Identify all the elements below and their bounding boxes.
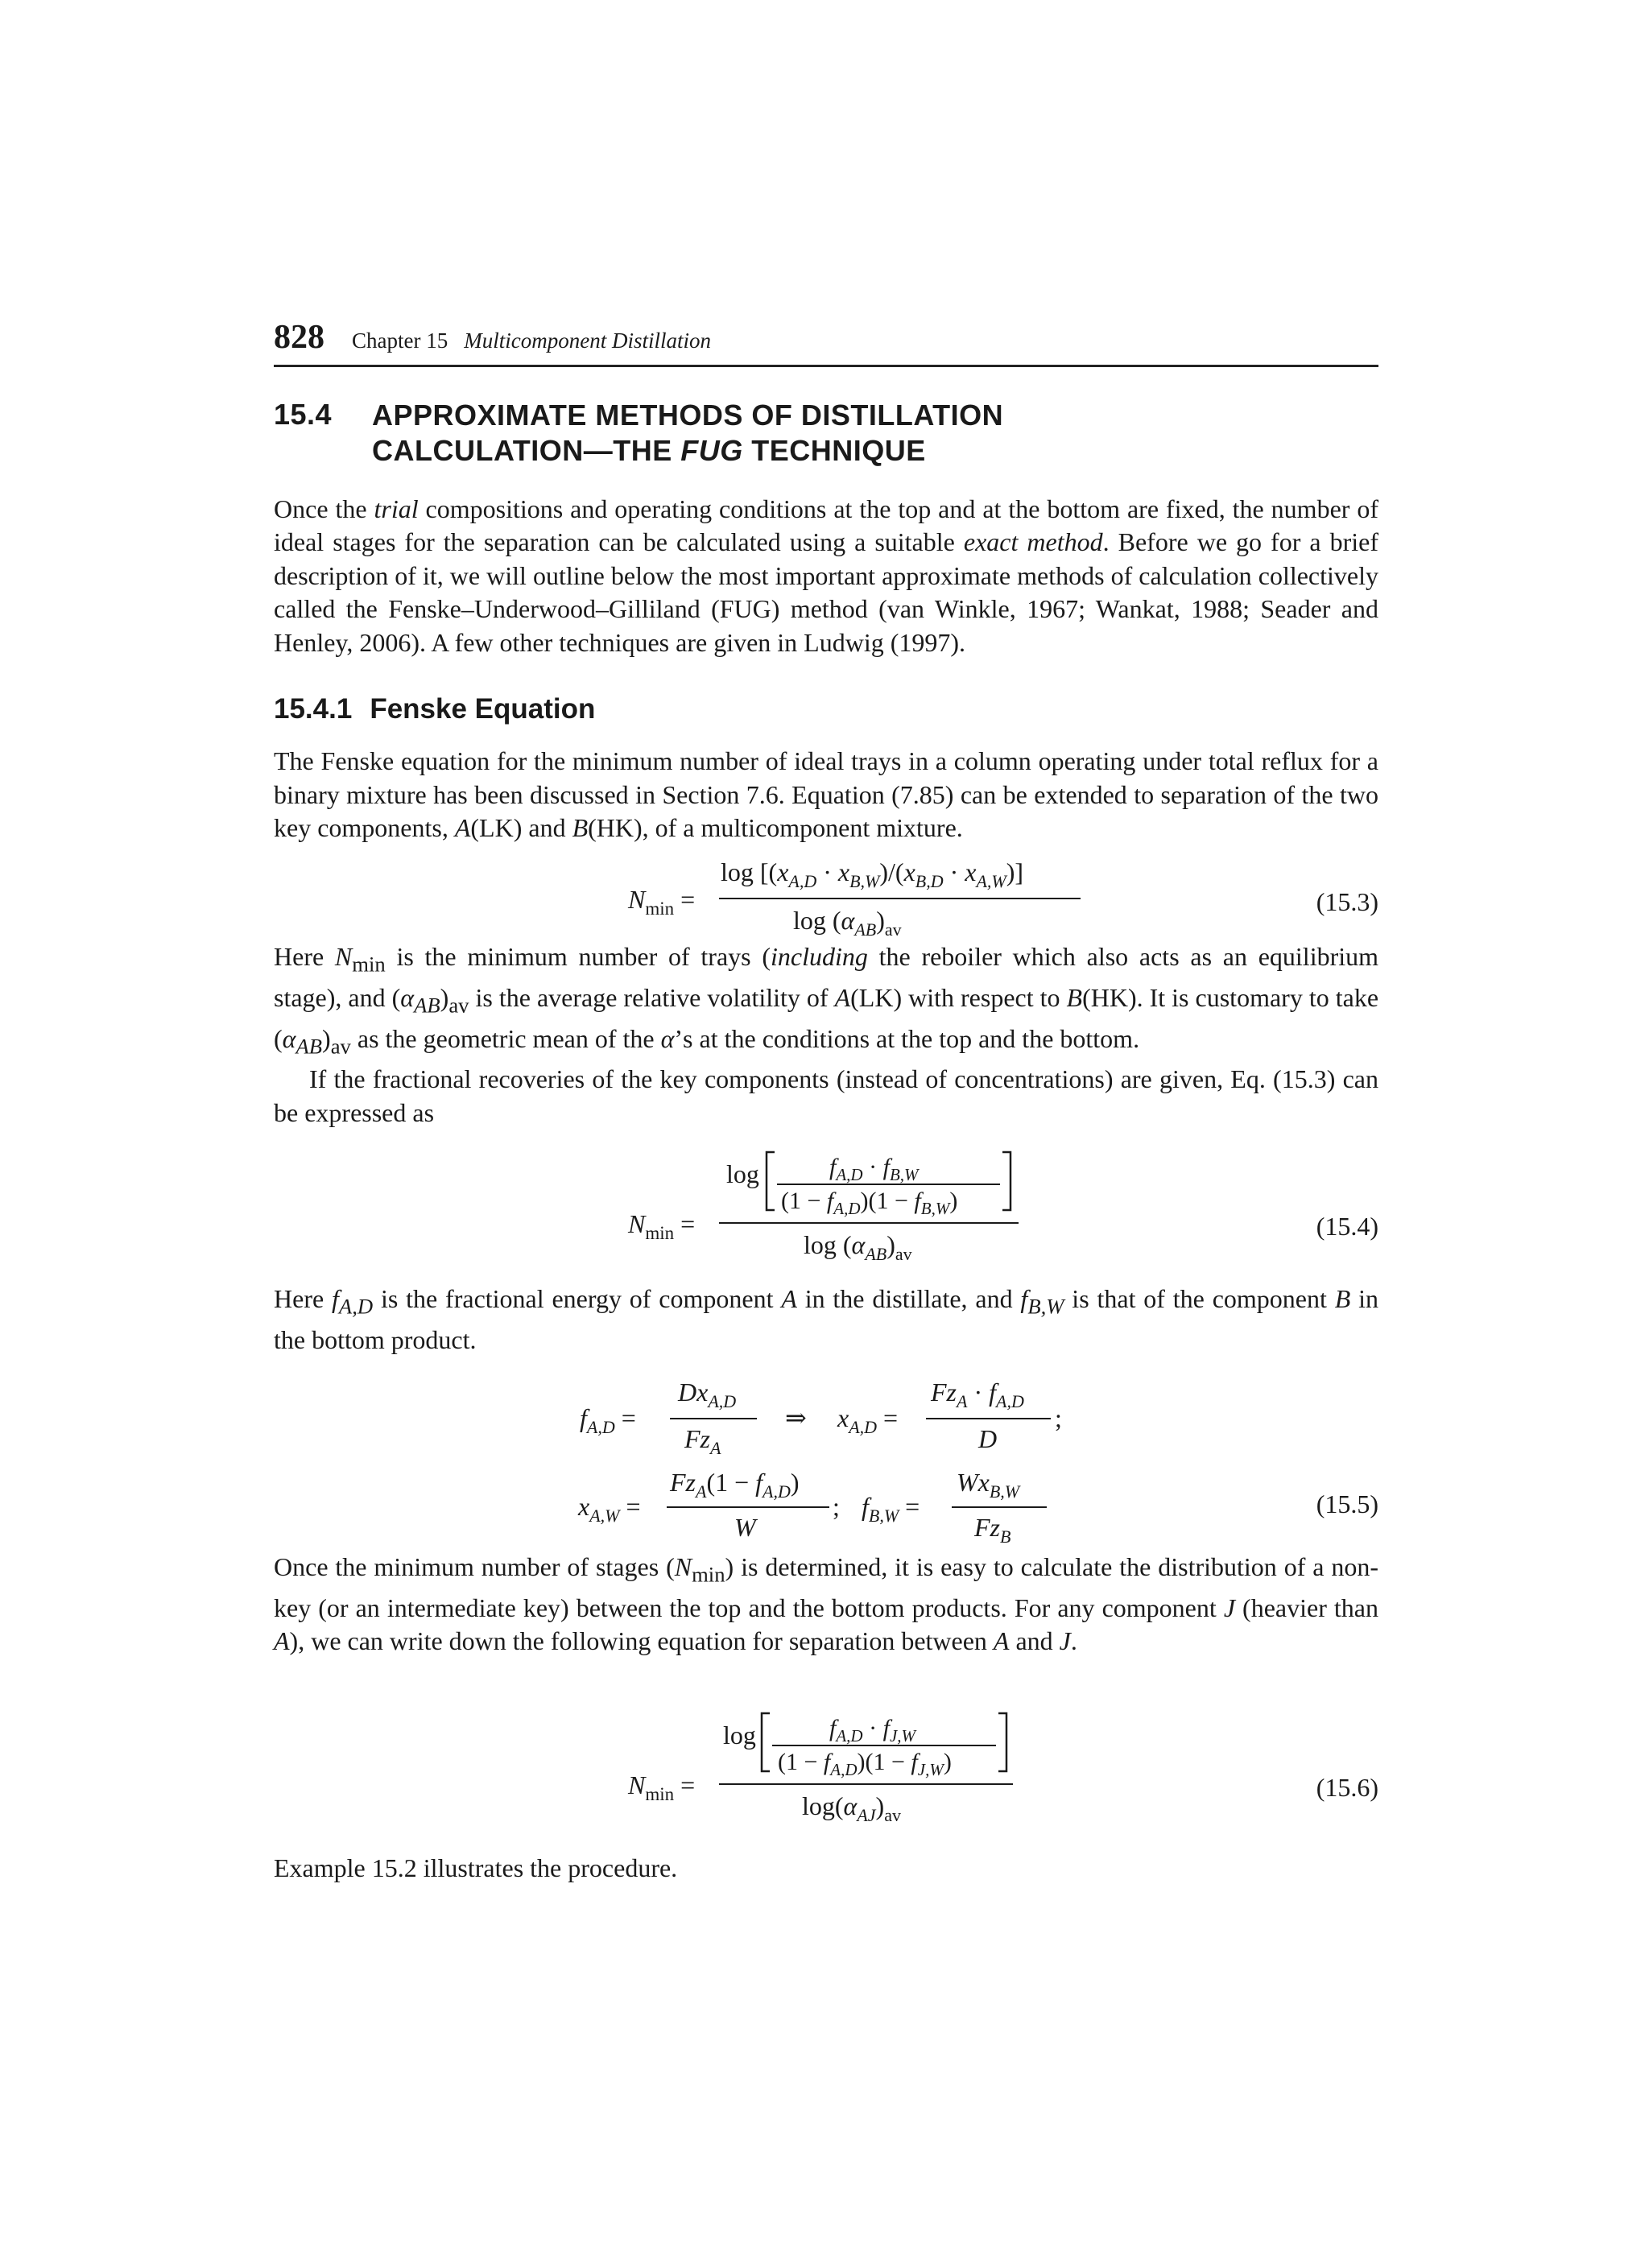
equation-15-5-formula (274, 1357, 1378, 1551)
svg-text:W: W (734, 1512, 756, 1542)
svg-text:log(αAJ)av: $\log(\alpha_{AJ})_{av}$ (802, 1791, 901, 1825)
chapter-label: Chapter 15 (352, 328, 448, 353)
running-head (274, 318, 1378, 367)
svg-text:Nmin =: $N_{min}$ = (628, 1770, 696, 1804)
svg-text:log (αAB)av: $\log (\alpha_{AB})_{av}$ (804, 1230, 912, 1265)
svg-text:Nmin =: $N_{min}$ = (628, 1209, 696, 1244)
svg-text:log: log (723, 1720, 756, 1750)
section-heading (274, 398, 1378, 469)
paragraph-fractional-energy: Here $f_{A,D}$ is the fractional energy of component A in the distillate, and $f_{B,W}$ is that of the component B in the bottom product. (274, 1284, 1379, 1355)
svg-text:;: ; (833, 1491, 840, 1521)
paragraph-fractional-recoveries: If the fractional recoveries of the key components (instead of concentrations) are given, Eq. (15.3) can be expressed as (274, 1064, 1378, 1127)
svg-text:;: ; (1055, 1403, 1062, 1432)
svg-text:(1 − fA,D)(1 − fB,W): $(1 - f_{A,D})(1 - f_{B,W})$ (781, 1188, 958, 1219)
svg-text:WxB,W: $Wx_{B,W}$ (957, 1467, 1020, 1502)
svg-text:fA,D · fJ,W: $f_{A,D} \cdot f_{J,W}$ (829, 1714, 916, 1745)
svg-text:FzA · fA,D: $Fz_A \cdot f_{A,D}$ (931, 1377, 1024, 1411)
subsection-heading (274, 693, 1378, 725)
svg-text:log [(xA,D · xB,W)/(xB,D · xA,: $\log [(x_{A,D} \cdot x_{B,W})/(x_{B,D} \cdot x_{A,W})]$ (721, 857, 1024, 891)
paragraph-non-key-distribution: Once the minimum number of stages $(N_{min})$ is determined, it is easy to calculate the distribution of a non-key (or an intermediate key) between the top and the bottom products. For any component J (heavier than A), we can write down the following equation for separation between A and J. (274, 1551, 1379, 1656)
svg-text:⇒: ⇒ (785, 1403, 807, 1432)
svg-text:fB,W =: $f_{B,W}$ = (862, 1491, 920, 1526)
equation-15-4-formula (274, 1130, 1378, 1283)
equation-15-6-formula (274, 1683, 1378, 1852)
equation-15-5 (274, 1357, 1378, 1551)
subsection-title: Fenske Equation (370, 693, 596, 725)
svg-text:FzA: $Fz_A$ (684, 1423, 721, 1458)
subsection-number: 15.4.1 (274, 693, 353, 725)
equation-number-15-3: (15.3) (1316, 886, 1378, 916)
section-title: APPROXIMATE METHODS OF DISTILLATION CALCULATION—THE FUG TECHNIQUE (372, 399, 1004, 467)
svg-text:(1 − fA,D)(1 − fJ,W): $(1 - f_{A,D})(1 - f_{J,W})$ (778, 1748, 952, 1779)
equation-number-15-6: (15.6) (1316, 1772, 1378, 1802)
equation-number-15-5: (15.5) (1316, 1489, 1378, 1518)
svg-text:Nmin =: $N_{min}$ = (628, 884, 696, 919)
equation-15-6 (274, 1683, 1378, 1852)
svg-text:log: log (726, 1159, 759, 1189)
svg-text:xA,D =: $x_{A,D}$ = (837, 1403, 899, 1437)
section-number: 15.4 (274, 398, 333, 431)
equation-15-4 (274, 1130, 1378, 1283)
page (274, 318, 1378, 1885)
svg-text:xA,W =: $x_{A,W}$ = (578, 1491, 641, 1526)
paragraph-example-ref: Example 15.2 illustrates the procedure. (274, 1853, 678, 1882)
equation-15-3-formula (274, 845, 1378, 940)
equation-15-3 (274, 845, 1378, 940)
svg-text:fA,D · fB,W: $f_{A,D} \cdot f_{B,W}$ (829, 1154, 919, 1185)
page-number: 828 (274, 319, 324, 356)
paragraph-fenske: The Fenske equation for the minimum number of ideal trays in a column operating under total reflux for a binary mixture has been discussed in Section 7.6. Equation (7.85) can be extended to separation of the two key components, A(LK) and B(HK), of a multicomponent mixture. (274, 746, 1378, 843)
paragraph-nmin-definition: Here $N_{min}$ is the minimum number of trays (including the reboiler which also acts as an equilibrium stage), and $(\alpha_{AB})_{av}$ is the average relative volatility of A(LK) with respect to B(HK). It is customary to take $(\alpha_{AB})_{av}$ as the geometric mean of the α’s at the conditions at the top and the bottom. (274, 941, 1379, 1058)
svg-text:DxA,D: $Dx_{A,D}$ (678, 1377, 737, 1411)
svg-text:D: D (978, 1423, 998, 1453)
chapter-title: Multicomponent Distillation (464, 328, 711, 353)
svg-text:fA,D =: $f_{A,D}$ = (580, 1403, 636, 1437)
svg-text:FzB: $Fz_B$ (974, 1512, 1011, 1547)
svg-text:log (αAB)av: $\log (\alpha_{AB})_{av}$ (793, 905, 902, 940)
paragraph-intro: Once the trial compositions and operating conditions at the top and at the bottom are fixed, the number of ideal stages for the separation can be calculated using a suitable exact method. Before we go for a brief description of it, we will outline below the most important approximate methods of calculation collectively called the Fenske–Underwood–Gilliland (FUG) method (van Winkle, 1967; Wankat, 1988; Seader and Henley, 2006). A few other techniques are given in Ludwig (1997). (274, 494, 1379, 657)
equation-number-15-4: (15.4) (1316, 1212, 1378, 1241)
svg-text:FzA(1 − fA,D): $Fz_A(1 - f_{A,D})$ (670, 1467, 800, 1502)
